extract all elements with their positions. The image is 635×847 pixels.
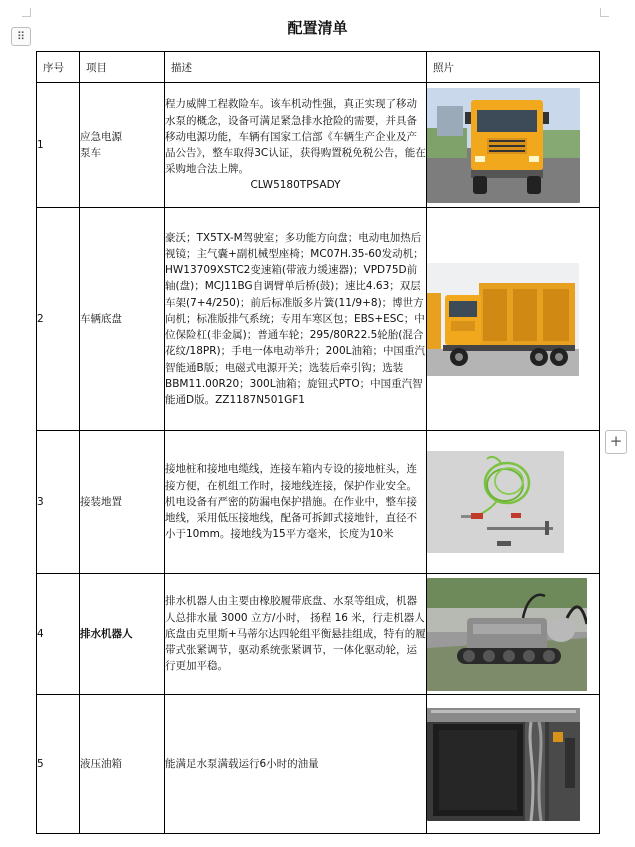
table-row — [37, 574, 600, 695]
row-description-text: 豪沃；TX5TX-M驾驶室；多功能方向盘；电动电加热后视镜；主气囊+副机械型座椅；MC07H.35-60发动机；HW13709XSTC2变速箱(带液力缓速器)；VPD75D前轴(盘)；MCJ11BG自调臂单后桥(鼓)；速比4.63；双层车架(7+4/250)；前后标准版多片簧(11/9+8)；博世方向机；标准版排气系统；专用车寒区包；EBS+ESC；中位保险杠(非金属)；普通车轮；295/80R22.5轮胎(混合花纹/18PR)；手电一体电动举升；200L油箱；中国重汽智能通B版；电磁式电源开关；选装后牵引钩；选装BBM11.00R20；300L油箱；旋钮式PTO；中国重汽智能通D版。ZZ1187N501GF1 — [165, 231, 426, 406]
row-item — [80, 208, 165, 431]
row-description-text: 能满足水泵满载运行6小时的油量 — [165, 757, 319, 770]
row-photo — [427, 574, 600, 695]
header-photo — [427, 52, 600, 83]
header-no-label: 序号 — [43, 61, 64, 74]
hydraulic-tank-photo — [427, 708, 580, 821]
row-item — [80, 431, 165, 574]
row-photo — [427, 83, 600, 208]
row-item-line: 液压油箱 — [80, 758, 122, 770]
row-item — [80, 695, 165, 834]
row-number: 1 — [37, 83, 80, 208]
row-description — [165, 574, 427, 695]
row-description-text: 排水机器人由主要由橡胶履带底盘、水泵等组成，机器人总排水量 3000 立方/小时， 扬程 16 米，行走机器人底盘由克里斯+马蒂尔达四轮组平衡悬挂组成，特有的履带式张紧调节，驱动系统张紧调节，一体化驱动轮，运行更加平稳。 — [165, 595, 426, 673]
header-item — [80, 52, 165, 83]
row-description — [165, 83, 427, 208]
row-description — [165, 695, 427, 834]
row-number: 3 — [37, 431, 80, 574]
grounding-kit-photo — [427, 451, 564, 553]
table-row — [37, 695, 600, 834]
add-icon[interactable]: + — [605, 430, 627, 454]
header-photo-label: 照片 — [433, 61, 454, 74]
row-description-text: 接地桩和接地电缆线，连接车箱内专设的接地桩头，连接方便，在机组工作时，接地线连接，保护作业安全。机电设备有严密的防漏电保护措施。在作业中，整车接地线，采用低压接地线，配备可拆卸式接地针，直径不小于10mm。接地线为15平方毫米，长度为10米 — [165, 463, 417, 541]
table-header-row — [37, 52, 600, 83]
config-table — [36, 51, 600, 834]
row-description-text: 程力威牌工程救险车。该车机动性强，真正实现了移动水泵的概念，设备可满足紧急排水抢险的需要，并具备移动电源功能，车辆有国家工信部《车辆生产企业及产品公告》，整车取得3C认证，获得购置税免税公告，能在采购地合法上牌。 — [165, 98, 426, 176]
row-description — [165, 208, 427, 431]
row-item — [80, 83, 165, 208]
document-title: 配置清单 — [287, 19, 348, 37]
vehicle-model-code: CLW5180TPSADY — [250, 179, 341, 192]
header-no — [37, 52, 80, 83]
drag-handle-icon[interactable]: ⠿ — [11, 27, 31, 46]
table-row — [37, 208, 600, 431]
row-item-line: 接装地置 — [80, 496, 122, 508]
row-item-line: 泵车 — [80, 147, 101, 159]
row-item-line: 应急电源 — [80, 131, 122, 143]
row-photo — [427, 208, 600, 431]
row-photo — [427, 431, 600, 574]
drainage-robot-photo — [427, 578, 587, 691]
truck-photo — [427, 88, 580, 203]
chassis-photo — [427, 263, 579, 376]
table-row — [37, 431, 600, 574]
header-item-label: 项目 — [86, 61, 107, 74]
header-desc-label: 描述 — [171, 61, 192, 74]
header-desc — [165, 52, 427, 83]
row-item-line: 车辆底盘 — [80, 313, 122, 325]
page-corner-right — [600, 8, 609, 17]
row-photo — [427, 695, 600, 834]
table-row — [37, 83, 600, 208]
row-item — [80, 574, 165, 695]
row-description — [165, 431, 427, 574]
page-corner-left — [22, 8, 31, 17]
row-item-line: 排水机器人 — [80, 628, 133, 640]
row-number: 4 — [37, 574, 80, 695]
row-number: 5 — [37, 695, 80, 834]
row-number: 2 — [37, 208, 80, 431]
